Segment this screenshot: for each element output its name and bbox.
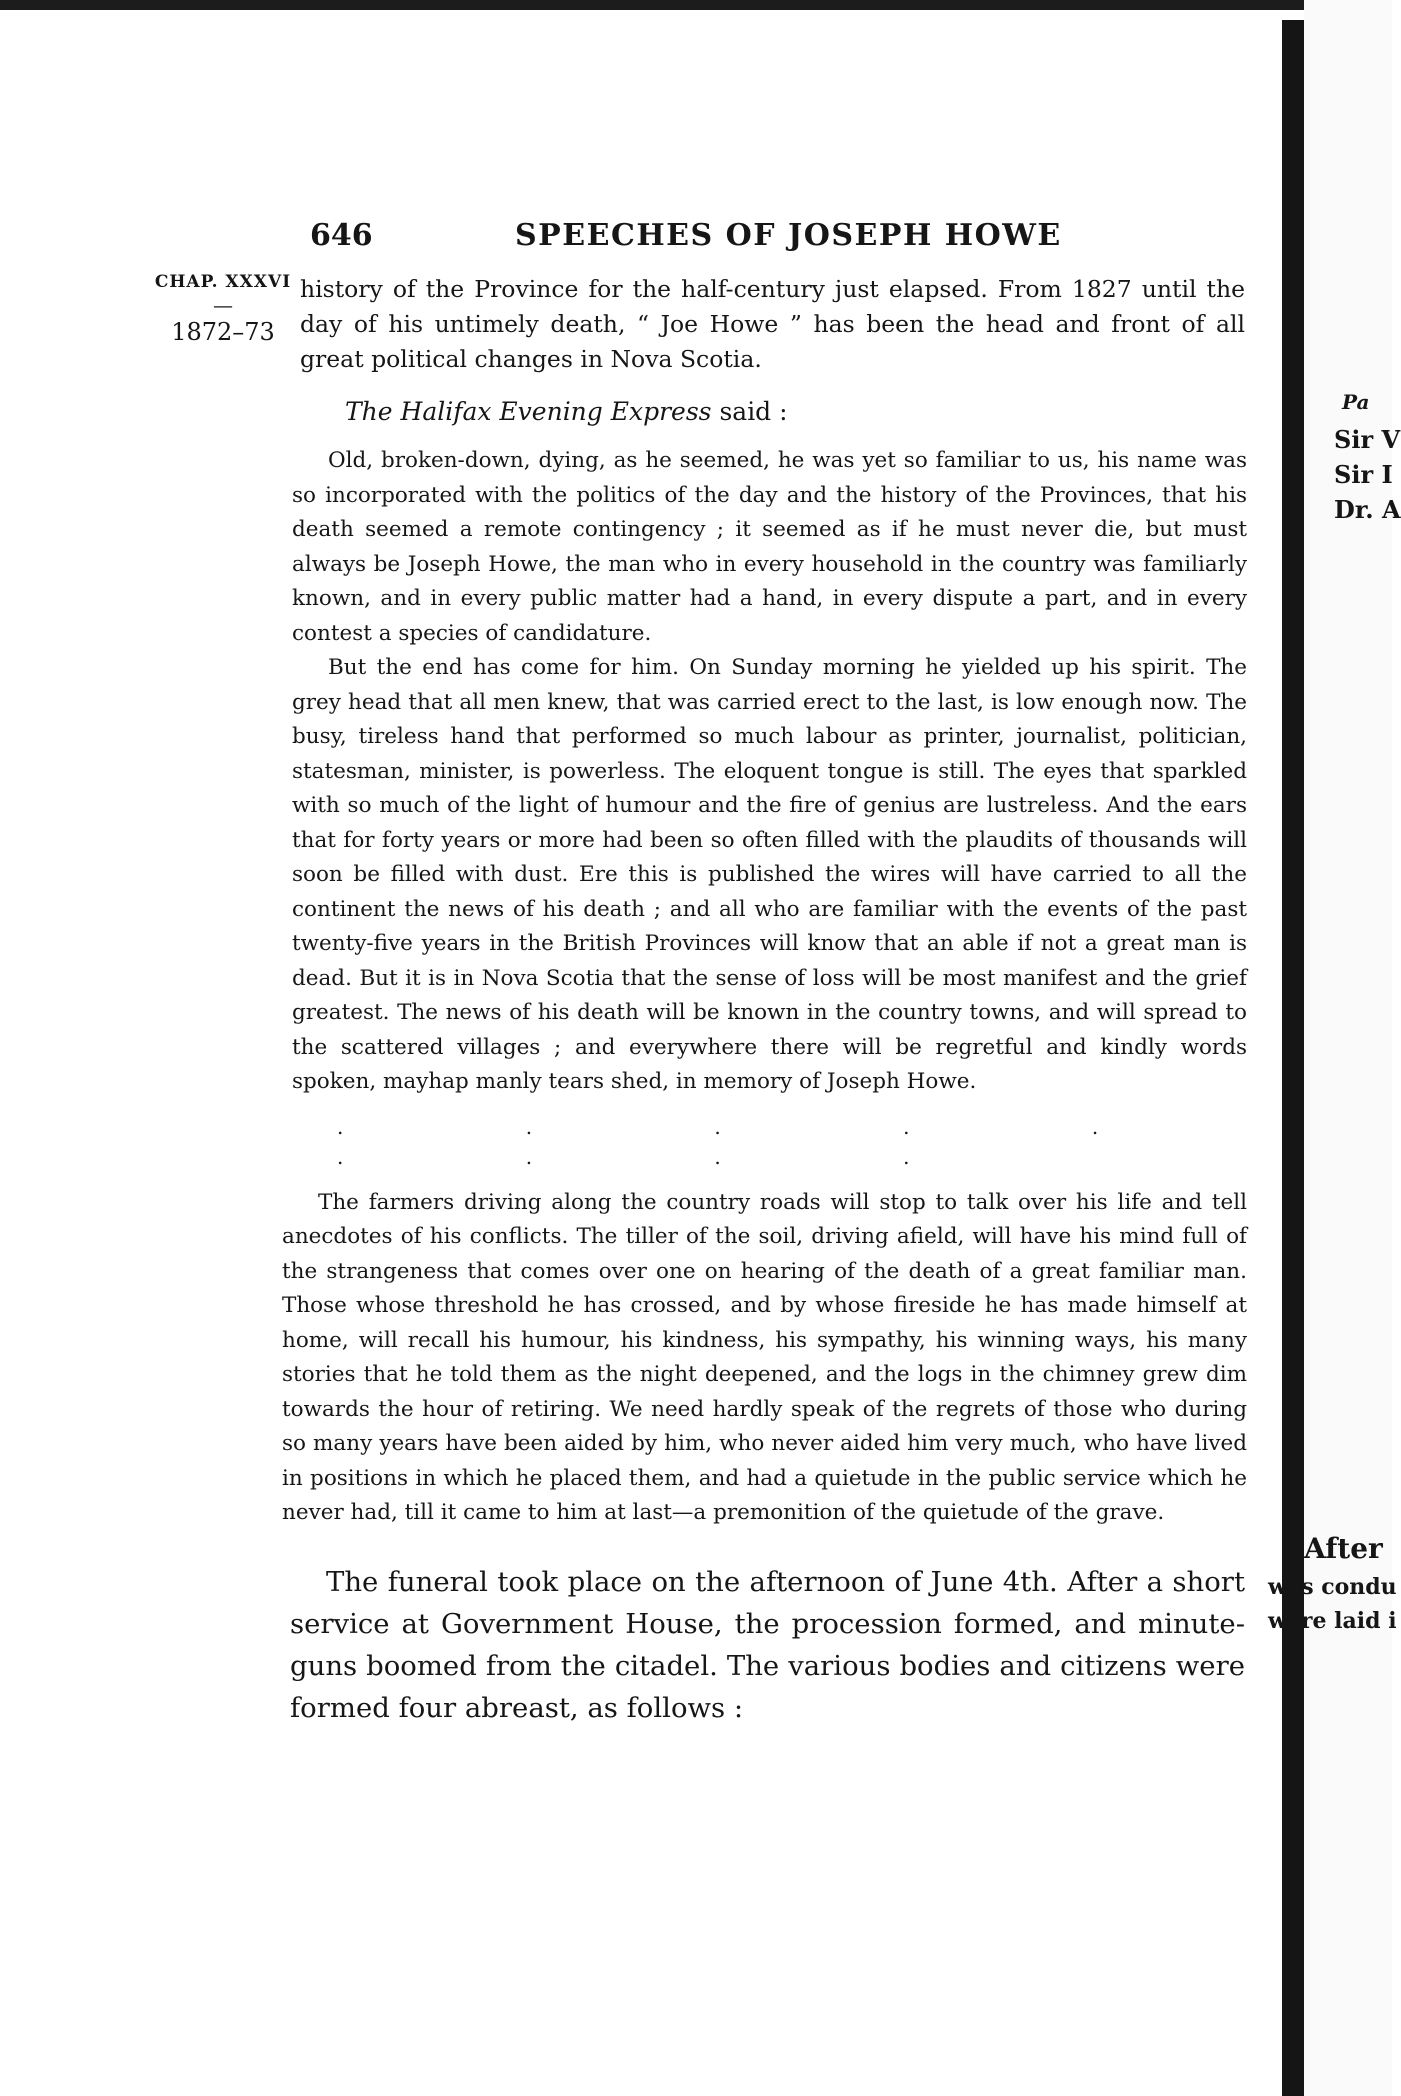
- next-page-fragment: Sir V: [1334, 425, 1401, 454]
- opening-paragraph: history of the Province for the half-century just elapsed. From 1827 until the day of his untimely death, “ Joe Howe ” has been the head and front of all great political changes in Nova Scotia.: [300, 275, 1245, 373]
- block-quote: [282, 444, 1247, 1531]
- running-title: SPEECHES OF JOSEPH HOWE: [515, 218, 1062, 253]
- ellipsis-divider: . . . . . . . . .: [337, 1114, 1187, 1169]
- next-page-fragment: After: [1304, 1532, 1383, 1565]
- page-top-edge: [0, 0, 1392, 10]
- main-text: [282, 272, 1247, 1729]
- attribution-line: [345, 397, 1245, 426]
- quote-paragraph: Old, broken-down, dying, as he seemed, he was yet so familiar to us, his name was so incorporated with the politics of the day and the history of the Provinces, that his death seemed a remote contingency ; it seemed as if he must never die, but must always be Joseph Howe, the man who in every household in the country was familiarly known, and in every public matter had a hand, in every dispute a part, and in every contest a species of candidature.: [292, 448, 1247, 646]
- page-header: [310, 218, 1240, 262]
- attribution-verb: said :: [719, 397, 788, 426]
- chapter-label: CHAP. XXXVI: [154, 272, 292, 292]
- quote-paragraph: The farmers driving along the country roads will stop to talk over his life and tell anecdotes of his conflicts. The tiller of the soil, driving afield, will have his mind full of the strangeness that comes over one on hearing of the death of a great familiar man. Those whose threshold he has crossed, and by whose fireside he has made himself at home, will recall his humour, his kindness, his sympathy, his winning ways, his many stories that he told them as the night deepened, and the logs in the chimney grew dim towards the hour of retiring. We need hardly speak of the regrets of those who during so many years have been aided by him, who never aided him very much, who have lived in positions in which he placed them, and had a quietude in the public service which he never had, till it came to him at last—a premonition of the quietude of the grave.: [282, 1189, 1247, 1525]
- quote-paragraph: But the end has come for him. On Sunday morning he yielded up his spirit. The grey head that all men knew, that was carried erect to the last, is low enough now. The busy, tireless hand that performed so much labour as printer, journalist, politician, statesman, minister, is powerless. The eloquent tongue is still. The eyes that sparkled with so much of the light of humour and the fire of genius are lustreless. And the ears that for forty years or more had been so often filled with the plaudits of thousands will soon be filled with dust. Ere this is published the wires will have carried to all the continent the news of his death ; and all who are familiar with the events of the past twenty-five years in the British Provinces will know that an able if not a great man is dead. But it is in Nova Scotia that the sense of loss will be most manifest and the grief greatest. The news of his death will be known in the country towns, and will spread to the scattered villages ; and everywhere there will be regretful and kindly words spoken, mayhap manly tears shed, in memory of Joseph Howe.: [292, 655, 1247, 1094]
- chapter-years: 1872–73: [171, 318, 275, 346]
- next-page-fragment: Sir I: [1334, 460, 1393, 489]
- margin-note: [148, 272, 298, 346]
- book-gutter: [1282, 20, 1304, 2096]
- newspaper-title: The Halifax Evening Express: [345, 397, 712, 426]
- adjacent-page-edge: [1268, 0, 1401, 2096]
- next-page-fragment: Pa: [1342, 390, 1370, 414]
- next-page-fragment: Dr. A: [1334, 495, 1401, 524]
- next-page-fragment: were laid i: [1268, 1608, 1397, 1634]
- funeral-paragraph: The funeral took place on the afternoon of June 4th. After a short service at Government House, the procession formed, and minute-guns boomed from the citadel. The various bodies and citizens were formed four abreast, as follows :: [290, 1565, 1245, 1724]
- page-number: 646: [310, 218, 373, 253]
- next-page-fragment: was condu: [1268, 1574, 1397, 1600]
- margin-dash: —: [213, 293, 233, 317]
